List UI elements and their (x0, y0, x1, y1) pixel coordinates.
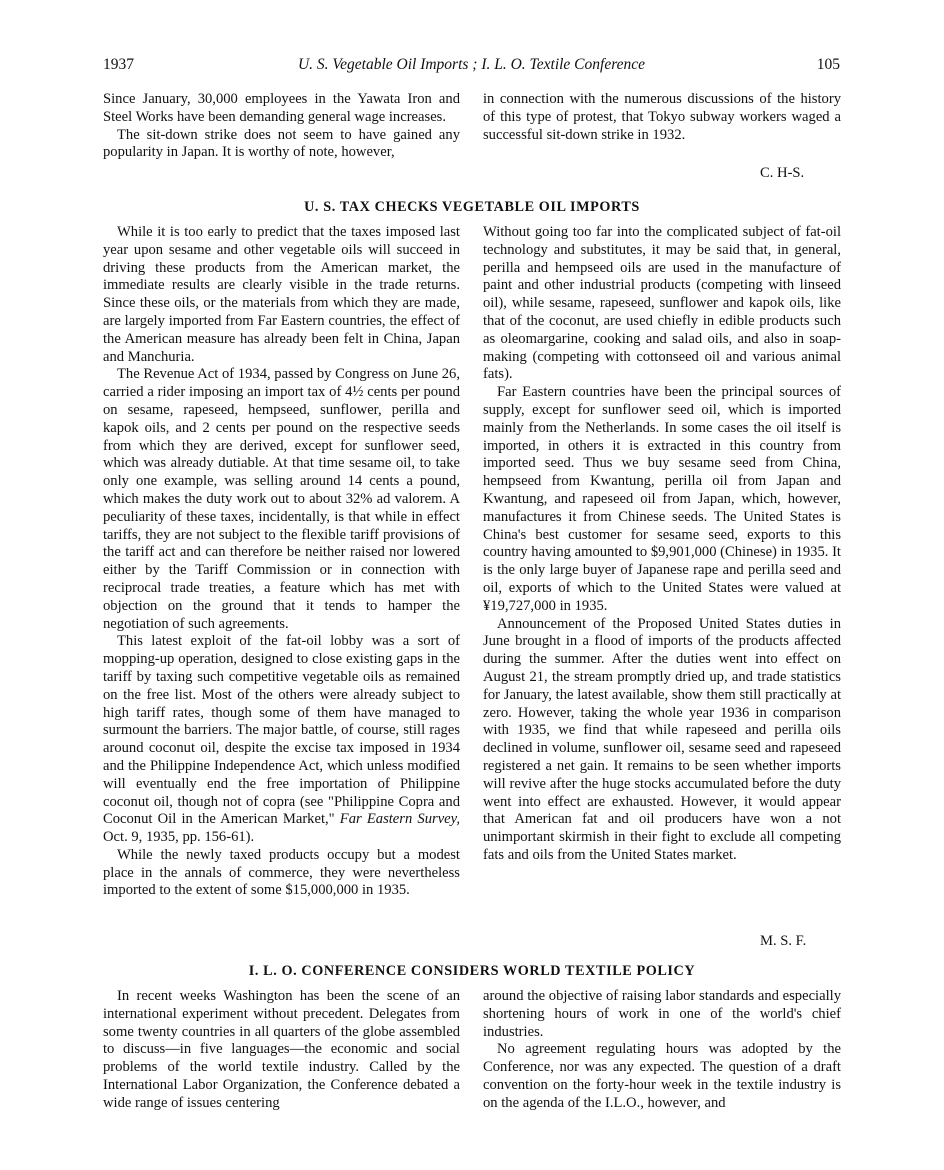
paragraph: While it is too early to predict that the taxes imposed last year upon sesame and other vegetable oils will succeed in driving these products from the American market, the immediate results are clearly visible in the trade returns. Since these oils, or the materials from which they are made, are largely imported from Far Eastern countries, the effect of the American measure has already been felt in China, Japan and Manchuria. (103, 224, 460, 365)
oil-article-right-column (483, 224, 841, 865)
paragraph: Announcement of the Proposed United States duties in June brought in a flood of imports of the products affected during the summer. After the duties went into effect on August 21, the stream promptly dried up, and trade statistics for January, the latest available, show them still practically at zero. However, taking the whole year 1936 in comparison with 1935, we find that while rapeseed and perilla oils declined in volume, sunflower oil, sesame seed and rapeseed registered a net gain. It remains to be seen whether imports will revive after the huge stocks accumulated before the duty went into effect are exhausted. However, it would appear that American fat and oil producers have won a not unimportant skirmish in their fight to exclude all competing fats and oils from the United States market. (483, 615, 841, 863)
paragraph: around the objective of raising labor standards and especially shortening hours of work in one of the world's chief industries. (483, 988, 841, 1040)
prev-article-signature: C. H-S. (760, 165, 805, 181)
paragraph: The Revenue Act of 1934, passed by Congress on June 26, carried a rider imposing an import tax of 4½ cents per pound on sesame, rapeseed, hempseed, sunflower, perilla and kapok oils, and 2 cents per pound on the respective seeds from which they are derived, except for sunflower seed, which was already dutiable. At that time sesame oil, to take only one example, was selling around 14 cents a pound, which makes the duty work out to about 32% ad valorem. A peculiarity of these taxes, incidentally, is that while in effect tariffs, they are not subject to the flexible tariff provisions of the tariff act and can therefore be neither raised nor lowered either by the Tariff Commission or in connection with reciprocal trade treaties, a feature which has met with objection on the ground that it tends to hamper the negotiation of such agreements. (103, 366, 460, 632)
oil-article-left-column (103, 224, 460, 900)
paragraph-text: This latest exploit of the fat-oil lobby was a sort of mopping-up operation, designed to close existing gaps in the tariff by taxing such competitive vegetable oils as remained on the free list. Most of the others were already subject to high tariff rates, though some of them have managed to surmount the barriers. The major battle, of course, still rages around coconut oil, despite the excise tax imposed in 1934 and the Philippine Independence Act, which unless modified will eventually end the free importation of Philippine coconut oil, though not of copra (see "Philippine Copra and Coconut Oil in the American Market," (103, 633, 460, 828)
ilo-article-right-column (483, 988, 841, 1113)
page-number: 105 (816, 56, 840, 73)
paragraph: Without going too far into the complicated subject of fat-oil technology and substitutes, it may be said that, in general, perilla and hempseed oils are used in the manufacture of paint and other industrial products (competing with linseed oil), while sesame, rapeseed, sunflower and kapok oils, like that of the coconut, are used chiefly in edible products such as oleomargarine, cooking and salad oils, and also in soap-making (competing with cottonseed oil and various animal fats). (483, 224, 841, 383)
ilo-article-left-column (103, 988, 460, 1113)
paragraph (103, 633, 460, 847)
article-heading-ilo: I. L. O. CONFERENCE CONSIDERS WORLD TEXTILE POLICY (248, 963, 696, 979)
paragraph: The sit-down strike does not seem to have gained any popularity in Japan. It is worthy of note, however, (103, 126, 460, 161)
paragraph: In recent weeks Washington has been the scene of an international experiment without precedent. Delegates from some twenty countries in all quarters of the globe assembled to discuss—in five languages—the economic and social problems of the world textile industry. Called by the International Labor Organization, the Conference debated a wide range of issues centering (103, 988, 460, 1111)
prev-article-left-column (103, 91, 460, 162)
running-head (103, 54, 840, 76)
running-head-year: 1937 (103, 56, 134, 73)
paragraph: Since January, 30,000 employees in the Yawata Iron and Steel Works have been demanding general wage increases. (103, 91, 460, 125)
article-heading-oil: U. S. TAX CHECKS VEGETABLE OIL IMPORTS (304, 199, 640, 215)
paragraph: No agreement regulating hours was adopted by the Conference, nor was any expected. The question of a draft convention on the forty-hour week in the textile industry is on the agenda of the I.L.O., however, and (483, 1041, 841, 1111)
paragraph: Far Eastern countries have been the principal sources of supply, except for sunflower seed oil, which is imported mainly from the Netherlands. In some cases the oil itself is imported, in others it is extracted in this country from imported seed. Thus we buy sesame seed from China, hempseed from Kwantung, perilla oil from Japan and Kwantung, and rapeseed oil from Japan, which, however, manufactures it from Chinese seeds. The United States is China's best customer for sesame seed, exports to this country having amounted to $9,901,000 (Chinese) in 1935. It is the only large buyer of Japanese rape and perilla seed and oil, exports of which to the United States were valued at ¥19,727,000 in 1935. (483, 384, 841, 614)
citation-journal: Far Eastern Survey, (339, 811, 460, 828)
citation-details: Oct. 9, 1935, pp. 156-61). (103, 829, 255, 846)
paragraph: in connection with the numerous discussions of the history of this type of protest, that Tokyo subway workers waged a successful sit-down strike in 1932. (483, 91, 841, 143)
oil-article-signature: M. S. F. (760, 933, 807, 949)
running-head-title: U. S. Vegetable Oil Imports ; I. L. O. Textile Conference (297, 56, 646, 73)
paragraph: While the newly taxed products occupy but a modest place in the annals of commerce, they were nevertheless imported to the extent of some $15,000,000 in 1935. (103, 846, 460, 899)
prev-article-right-column (483, 91, 841, 144)
